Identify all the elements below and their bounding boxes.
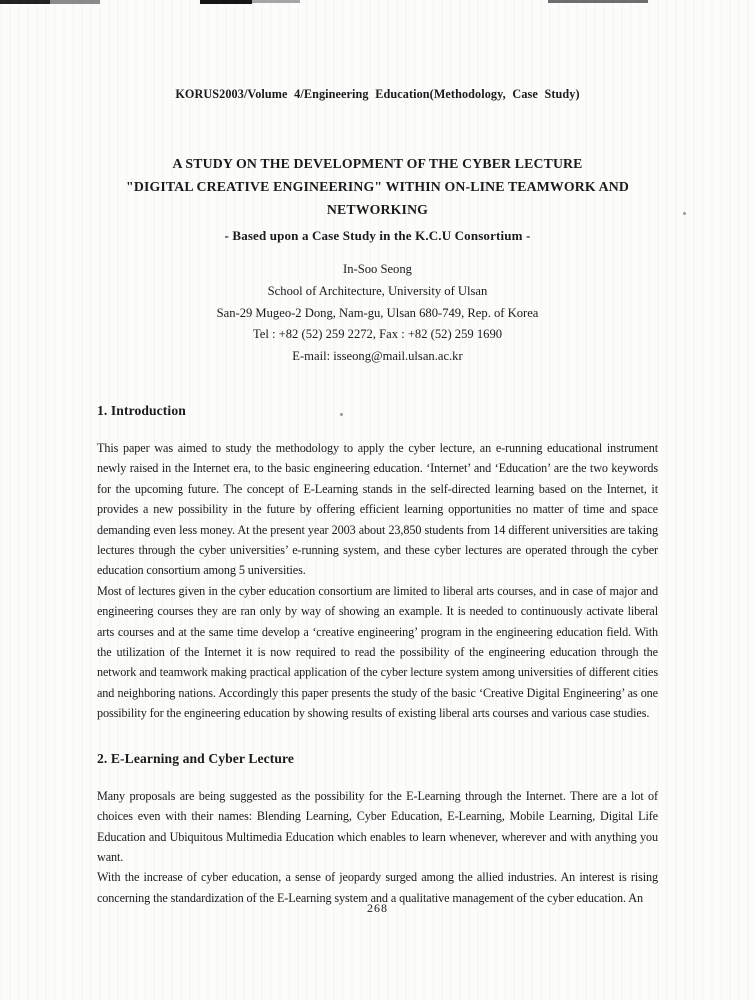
author-email: E-mail: isseong@mail.ulsan.ac.kr [292,349,463,364]
section-heading-introduction: 1. Introduction [97,403,186,418]
scan-artifact-bar-2 [50,0,100,4]
author-block [60,259,695,368]
scan-artifact-bar-3 [200,0,252,4]
author-name: In-Soo Seong [343,262,412,276]
body-column [97,403,658,908]
elearning-paragraph-1: Many proposals are being suggested as the possibility for the E-Learning through the Internet. There are a lot of choices even with their names: Blending Learning, Cyber Education, E-Learning, Mobile Learning, Digital Life Education and Ubiquitous Multimedia Education which enables to learn whenever, wherever and with anything you want. [97,788,658,864]
scan-artifact-bar-5 [548,0,648,3]
paper-title-line-2: "DIGITAL CREATIVE ENGINEERING" WITHIN ON-LINE TEAMWORK AND [126,179,629,194]
paper-title-line-1: A STUDY ON THE DEVELOPMENT OF THE CYBER LECTURE [172,156,583,171]
page-number: 268 [367,901,388,915]
elearning-paragraph-2: With the increase of cyber education, a sense of jeopardy surged among the allied industries. An interest is rising concerning the standardization of the E-Learning system and a qualitative management of the cyber education. An [97,870,658,905]
scan-artifact-bar-1 [0,0,50,4]
conference-header: KORUS2003/Volume 4/Engineering Education(Methodology, Case Study) [175,87,580,101]
author-affiliation: School of Architecture, University of Ulsan [267,283,488,298]
author-tel-fax: Tel : +82 (52) 259 2272, Fax : +82 (52) 259 1690 [252,327,503,342]
introduction-paragraph-1: This paper was aimed to study the methodology to apply the cyber lecture, an e-running educational instrument newly raised in the Internet era, to the basic engineering education. ‘Internet’ and ‘Education’ are the two keywords for the upcoming future. The concept of E-Learning stands in the self-directed learning based on the Internet, it provides a new possibility in the future by offering efficient learning opportunities no matter of time and space demanding even less money. At the present year 2003 about 23,850 students from 14 different universities are taking lectures through the cyber universities’ e-running system, and these cyber lectures are operated through the cyber education consortium among 5 universities. [97,441,658,578]
paper-subtitle: - Based upon a Case Study in the K.C.U Consortium - [224,228,531,243]
introduction-paragraph-2: Most of lectures given in the cyber education consortium are limited to liberal arts courses, and in case of major and engineering courses they are ran only by way of showing an example. It is needed to continuously activate liberal arts courses and at the same time develop a ‘creative engineering’ program in the engineering education field. With the utilization of the Internet it is now required to read the possibility of the engineering education through the network and teamwork making practical application of the cyber lecture system among universities of different cities and neighboring nations. Accordingly this paper presents the study of the basic ‘Creative Digital Engineering’ as one possibility for the engineering education by showing results of existing liberal arts courses and various case studies. [97,583,658,721]
paper-title-block [60,152,695,247]
section-heading-elearning: 2. E-Learning and Cyber Lecture [97,750,295,766]
author-address: San-29 Mugeo-2 Dong, Nam-gu, Ulsan 680-749, Rep. of Korea [216,305,539,320]
scan-artifact-bar-4 [252,0,300,3]
paper-title-line-3: NETWORKING [326,202,429,217]
